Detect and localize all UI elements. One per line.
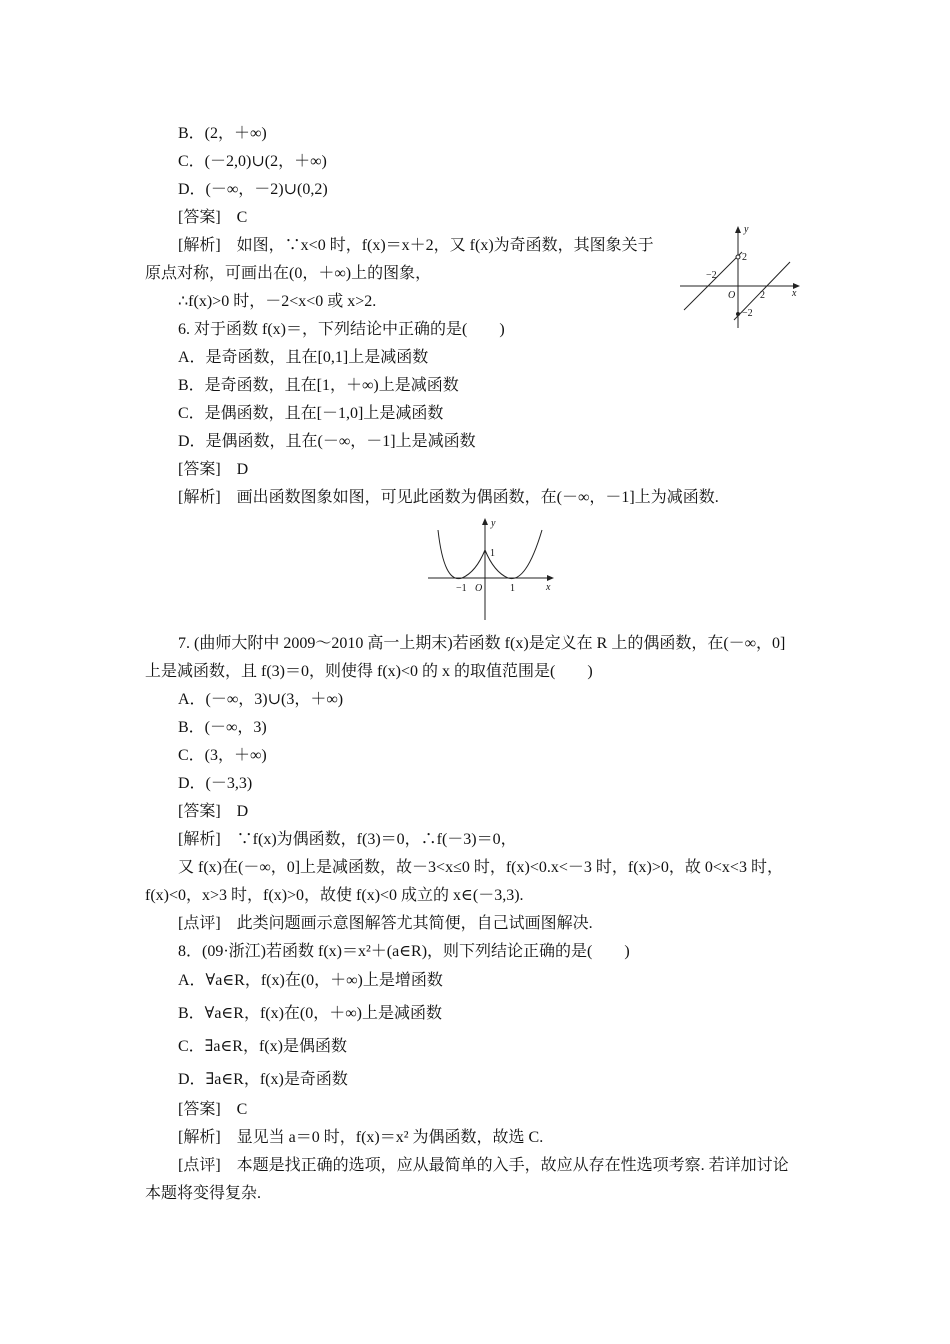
fig2-tick-1-y: 1 bbox=[490, 548, 495, 559]
answer-tag: [答案] bbox=[178, 803, 221, 820]
q6-option-c: C．是偶函数，且在[－1,0]上是减函数 bbox=[178, 405, 444, 422]
q8-review-line-2: 本题将变得复杂. bbox=[145, 1185, 262, 1202]
answer-tag: [答案] bbox=[178, 461, 221, 478]
answer-value: D bbox=[236, 461, 249, 478]
fig1-tick-2-y: 2 bbox=[742, 252, 747, 263]
q7-stem-line-2: 上是减函数，且 f(3)＝0，则使得 f(x)<0 的 x 的取值范围是( ) bbox=[145, 663, 593, 680]
figure-odd-function-graph bbox=[676, 222, 806, 332]
fig1-y-label: y bbox=[744, 224, 749, 235]
answer-value: D bbox=[236, 803, 249, 820]
explanation-tag: [解析] bbox=[178, 831, 221, 848]
q5-explanation-line-2: 原点对称，可画出在(0，＋∞)上的图象， bbox=[145, 265, 432, 282]
q8-option-d: D．∃a∈R，f(x)是奇函数 bbox=[178, 1071, 348, 1088]
q8-option-a: A．∀a∈R，f(x)在(0，＋∞)上是增函数 bbox=[178, 972, 443, 989]
fig1-x-label: x bbox=[792, 288, 797, 299]
fig1-tick-neg2-x: −2 bbox=[706, 270, 717, 281]
q7-option-c: C．(3，＋∞) bbox=[178, 747, 267, 764]
answer-value: C bbox=[236, 1101, 248, 1118]
q6-explanation: [解析] 画出函数图象如图，可见此函数为偶函数，在(－∞，－1]上为减函数. bbox=[178, 489, 719, 506]
fig2-tick-neg1: −1 bbox=[456, 583, 467, 594]
q5-explanation-line-3: ∴f(x)>0 时，－2<x<0 或 x>2. bbox=[178, 293, 377, 310]
explanation-tag: [解析] bbox=[178, 1129, 221, 1146]
explanation-tag: [解析] bbox=[178, 237, 221, 254]
q6-option-d: D．是偶函数，且在(－∞，－1]上是减函数 bbox=[178, 433, 476, 450]
q5-answer bbox=[178, 208, 247, 228]
q8-explanation: [解析] 显见当 a＝0 时，f(x)＝x² 为偶函数，故选 C. bbox=[178, 1129, 544, 1146]
fig2-origin-label: O bbox=[475, 583, 483, 594]
q6-option-b: B．是奇函数，且在[1，＋∞)上是减函数 bbox=[178, 377, 459, 394]
q8-option-c: C．∃a∈R，f(x)是偶函数 bbox=[178, 1038, 347, 1055]
q7-explanation-line-3: f(x)<0，x>3 时，f(x)>0，故使 f(x)<0 成立的 x∈(－3,3). bbox=[145, 887, 524, 904]
q7-review: [点评] 此类问题画示意图解答尤其简便，自己试画图解决. bbox=[178, 915, 593, 932]
fig2-x-label: x bbox=[546, 582, 551, 593]
q6-option-a: A．是奇函数，且在[0,1]上是减函数 bbox=[178, 349, 429, 366]
answer-tag: [答案] bbox=[178, 209, 221, 226]
figure-even-function-graph bbox=[424, 512, 560, 622]
q7-option-a: A．(－∞，3)∪(3，＋∞) bbox=[178, 691, 344, 708]
q7-stem-line-1: 7. (曲师大附中 2009～2010 高一上期末)若函数 f(x)是定义在 R 上的偶函数，在(－∞，0] bbox=[178, 635, 786, 652]
fig2-tick-1-x: 1 bbox=[510, 583, 515, 594]
q8-review-line-1: [点评] 本题是找正确的选项，应从最简单的入手，故应从存在性选项考察. 若详加讨论 bbox=[178, 1157, 789, 1174]
q8-answer bbox=[178, 1100, 247, 1120]
q7-explanation-line-1: [解析] ∵f(x)为偶函数，f(3)＝0，∴f(－3)＝0， bbox=[178, 831, 517, 848]
q5-explanation-line-1: [解析] 如图，∵x<0 时，f(x)＝x＋2，又 f(x)为奇函数，其图象关于 bbox=[178, 237, 654, 254]
q7-option-d: D．(－3,3) bbox=[178, 775, 253, 792]
q7-answer bbox=[178, 802, 248, 822]
q6-answer bbox=[178, 460, 248, 480]
q5-option-c: C．(－2,0)∪(2，＋∞) bbox=[178, 153, 327, 170]
review-tag: [点评] bbox=[178, 1157, 221, 1174]
q5-option-d: D．(－∞，－2)∪(0,2) bbox=[178, 181, 328, 198]
fig1-tick-neg2-y: −2 bbox=[742, 308, 753, 319]
q8-stem: 8．(09·浙江)若函数 f(x)＝x²＋(a∈R)，则下列结论正确的是( ) bbox=[178, 943, 630, 960]
answer-value: C bbox=[236, 209, 248, 226]
fig2-y-label: y bbox=[491, 518, 496, 529]
q7-explanation-line-2: 又 f(x)在(－∞，0]上是减函数，故－3<x≤0 时，f(x)<0.x<－3 时，f(x)>0，故 0<x<3 时， bbox=[178, 859, 783, 876]
q5-option-b: B．(2，＋∞) bbox=[178, 125, 267, 142]
q6-stem: 6. 对于函数 f(x)＝，下列结论中正确的是( ) bbox=[178, 321, 505, 338]
answer-tag: [答案] bbox=[178, 1101, 221, 1118]
fig1-tick-2-x: 2 bbox=[760, 290, 765, 301]
explanation-tag: [解析] bbox=[178, 489, 221, 506]
q8-option-b: B．∀a∈R，f(x)在(0，＋∞)上是减函数 bbox=[178, 1005, 442, 1022]
fig1-origin-label: O bbox=[728, 290, 736, 301]
review-tag: [点评] bbox=[178, 915, 221, 932]
q7-option-b: B．(－∞，3) bbox=[178, 719, 267, 736]
